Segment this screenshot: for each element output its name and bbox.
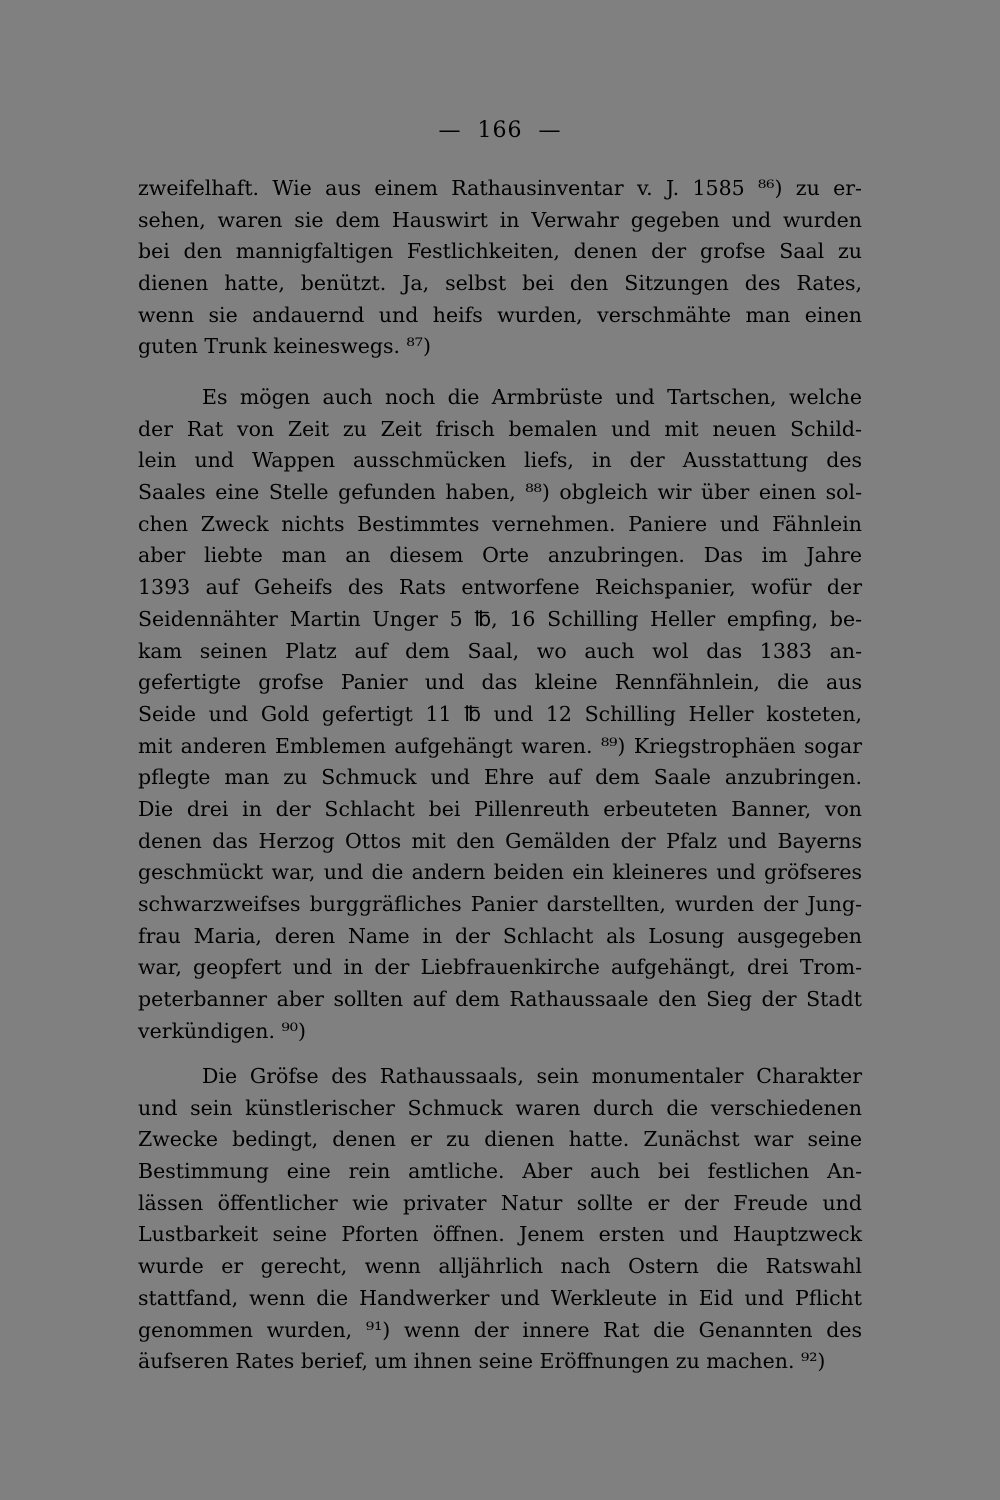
text-line: Seidennähter Martin Unger 5 ℔, 16 Schilling Heller empfing, be- [138, 606, 862, 631]
text-line: Zwecke bedingt, denen er zu dienen hatte. Zunächst war seine [138, 1127, 862, 1152]
text-line: gefertigte grofse Panier und das kleine Rennfähnlein, die aus [138, 670, 862, 695]
text-line: Seide und Gold gefertigt 11 ℔ und 12 Schilling Heller kosteten, [138, 701, 862, 726]
text-line: und sein künstlerischer Schmuck waren durch die verschiedenen [138, 1095, 862, 1120]
text-line: Es mögen auch noch die Armbrüste und Tartschen, welche [202, 385, 862, 409]
text-line: genommen wurden, ⁹¹) wenn der innere Rat die Genannten des [138, 1317, 862, 1342]
page-number: — 166 — [438, 118, 562, 143]
text-line: Die drei in der Schlacht bei Pillenreuth erbeuteten Banner, von [138, 796, 862, 821]
text-line: zweifelhaft. Wie aus einem Rathausinventar v. J. 1585 ⁸⁶) zu er- [138, 176, 862, 200]
text-line: dienen hatte, benützt. Ja, selbst bei den Sitzungen des Rates, [138, 271, 862, 296]
text-line: der Rat von Zeit zu Zeit frisch bemalen und mit neuen Schild- [138, 416, 862, 441]
text-line: geschmückt war, und die andern beiden ein kleineres und gröfseres [138, 860, 862, 885]
text-line: schwarzweifses burggräfliches Panier darstellten, wurden der Jung- [138, 892, 862, 916]
text-line: Die Gröfse des Rathaussaals, sein monumentaler Charakter [202, 1064, 862, 1088]
text-line: bei den mannigfaltigen Festlichkeiten, denen der grofse Saal zu [138, 239, 862, 264]
text-line: denen das Herzog Ottos mit den Gemälden der Pfalz und Bayerns [138, 828, 862, 853]
text-line: verkündigen. ⁹⁰) [138, 1018, 306, 1043]
text-line: war, geopfert und in der Liebfrauenkirche aufgehängt, drei Trom- [138, 955, 862, 980]
paragraph-3 [138, 1061, 862, 1378]
paragraph-2 [138, 382, 862, 1047]
text-line: lein und Wappen ausschmücken liefs, in der Ausstattung des [138, 448, 862, 473]
text-line: peterbanner aber sollten auf dem Rathaussaale den Sieg der Stadt [138, 987, 862, 1012]
text-line: wenn sie andauernd und heifs wurden, verschmähte man einen [138, 302, 862, 327]
text-line: Saales eine Stelle gefunden haben, ⁸⁸) obgleich wir über einen sol- [138, 480, 862, 505]
text-line: Lustbarkeit seine Pforten öffnen. Jenem ersten und Hauptzweck [138, 1222, 862, 1247]
text-line: mit anderen Emblemen aufgehängt waren. ⁸⁹) Kriegstrophäen sogar [138, 733, 862, 758]
text-line: wurde er gerecht, wenn alljährlich nach Ostern die Ratswahl [138, 1254, 862, 1279]
text-line: guten Trunk keineswegs. ⁸⁷) [138, 334, 431, 359]
text-line: frau Maria, deren Name in der Schlacht als Losung ausgegeben [138, 923, 862, 948]
text-line: aber liebte man an diesem Orte anzubringen. Das im Jahre [138, 543, 862, 568]
text-line: pflegte man zu Schmuck und Ehre auf dem Saale anzubringen. [138, 765, 862, 790]
text-line: Bestimmung eine rein amtliche. Aber auch bei festlichen An- [138, 1159, 862, 1184]
text-line: sehen, waren sie dem Hauswirt in Verwahr gegeben und wurden [138, 207, 862, 232]
text-line: kam seinen Platz auf dem Saal, wo auch wol das 1383 an- [138, 638, 862, 663]
text-line: lässen öffentlicher wie privater Natur sollte er der Freude und [138, 1190, 862, 1215]
text-line: 1393 auf Geheifs des Rats entworfene Reichspanier, wofür der [138, 575, 862, 600]
text-line: stattfand, wenn die Handwerker und Werkleute in Eid und Pflicht [138, 1285, 862, 1310]
paragraph-1 [138, 173, 862, 363]
text-line: äufseren Rates berief, um ihnen seine Eröffnungen zu machen. ⁹²) [138, 1349, 826, 1374]
text-line: chen Zweck nichts Bestimmtes vernehmen. Paniere und Fähnlein [138, 511, 862, 536]
